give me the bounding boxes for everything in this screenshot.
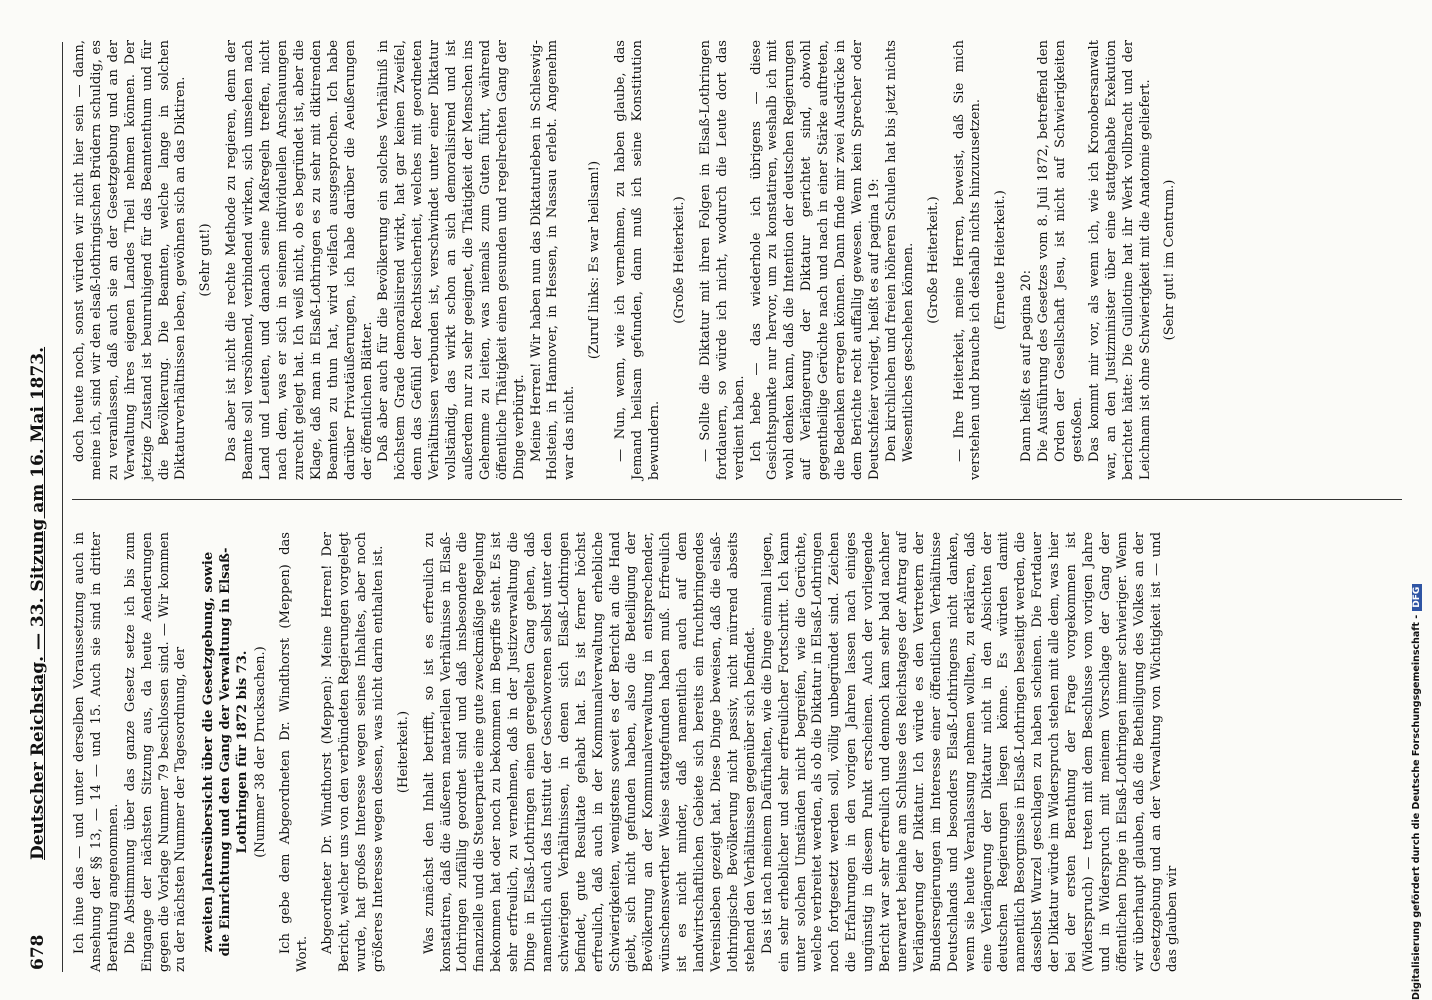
paragraph: Die Abstimmung über das ganze Gesetz setze ich bis zum Eingange der nächsten Sitzung aus, da heute Aenderungen gegen die Vorlage Nummer 79 beschlossen sind. — Wir kommen zu der nächsten Nummer der Tagesordnung, der	[122, 532, 189, 972]
credit-text: Digitalisierung gefördert durch die Deutsche Forschungsgemeinschaft -	[1411, 614, 1422, 1000]
paragraph: Meine Herren! Wir haben nun das Diktaturleben in Schleswig-Holstein, in Hannover, in Hessen, in Nassau erlebt. Angenehm war das nicht.	[528, 40, 578, 480]
paragraph: — Nun, wenn, wie ich vernehmen, zu haben glaube, das Jemand heilsam gefunden, dann muß ich seine Konstitution bewundern.	[613, 40, 662, 480]
paragraph: Das aber ist nicht die rechte Methode zu regieren, denn der Beamte soll versöhnend, verbindend wirken, sich umsehen nach Land und Leuten, und danach seine Maßregeln treffen, nicht nach dem, was er sich in seinem individuellen Anschauungen zurecht gelegt hat. Ich weiß nicht, ob es begründet ist, aber die Klage, daß man in Elsaß-Lothringen es zu sehr mit diktirenden Beamten zu thun hat, wird vielfach ausgesprochen. Ich habe darüber Privatäußerungen, ich habe darüber die Aeußerungen der öffentlichen Blätter.	[224, 40, 375, 480]
agenda-subheading: (Nummer 38 der Drucksachen.)	[253, 646, 269, 858]
paragraph: — Sollte die Diktatur mit ihren Folgen in Elsaß-Lothringen fortdauern, so würde ich nicht, wodurch die Leute dort das verdient haben.	[697, 40, 747, 480]
dfg-logo: DFG	[1412, 584, 1422, 611]
interjection: (Sehr gut! im Centrum.)	[1162, 179, 1178, 341]
paragraph: doch heute noch, sonst würden wir nicht hier sein — dann, meine ich, sind wir den elsaß-lothringischen Brüdern schuldig, es zu veranlassen, daß auch sie an der Gesetzgebung und an der Verwaltung ihres eigenen Landes Theil nehmen können. Der jetzige Zustand ist beunruhigend für das Beamtenthum und für die Bevölkerung. Die Beamten, welche lange in solchen Diktaturverhältnissen leben, gewöhnen sich an das Diktiren.	[72, 40, 189, 480]
paragraph: Das ist nach meinem Dafürhalten, wie die Dinge einmal liegen, ein sehr erheblicher und sehr erfreulicher Fortschritt. Ich kann unter solchen Umständen nicht begreifen, wie die Gerüchte, welche verbreitet werden, als ob die Diktatur in Elsaß-Lothringen noch fortgesetzt werden soll, völlig unbegründet sind. Zeichen die Erfahrungen in den vorigen Jahren lassen nach einiges ungünstig in diesem Punkt erscheinen. Auch der vorliegende Bericht war sehr erfreulich und dennoch kam sehr bald nachher unerwartet beinahe am Schlusse des Reichstages der Antrag auf Verlängerung der Diktatur. Ich würde es den Vertretern der Bundesregierungen im Interesse einer öffentlichen Verhältnisse Deutschlands und besonders Elsaß-Lothringens nicht danken, wenn sie heute Veranlassung nehmen wollten, zu erklären, daß eine Verlängerung der Diktatur nicht in den Absichten der deutschen Regierungen liegen könne. Es würden damit namentlich Besorgnisse in Elsaß-Lothringen beseitigt werden, die dasselbst Wurzel geschlagen zu haben scheinen. Die Fortdauer der Diktatur würde im Widerspruch stehen mit alle dem, was hier bei der ersten Berathung der Frage vorgekommen ist (Widerspruch) — treten mit dem Beschlusse vom vorigen Jahre und in Widerspruch mit meinem Vorschlage der Gang der öffentlichen Dinge in Elsaß-Lothringen immer schwieriger. Wenn wir überhaupt glauben, daß die Betheiligung des Volkes an der Gesetzgebung und an der Verwaltung von Wichtigkeit ist — und das glauben wir	[759, 532, 1181, 972]
running-header	[16, 20, 62, 980]
quoted-passage: Die Ausführung des Gesetzes vom 8. Juli 1872, betreffend den Orden der Gesellschaft Jesu, ist nicht auf Schwierigkeiten gestoßen.	[1036, 40, 1085, 462]
paragraph: Abgeordneter Dr. Windthorst (Meppen): Meine Herren! Der Bericht, welcher uns von den verbündeten Regierungen vorgelegt wurde, hat großes Interesse wegen seines Inhaltes, aber noch größeres Interesse wegen dessen, was nicht darin enthalten ist.	[320, 531, 386, 972]
header-title: Deutscher Reichstag. — 33. Sitzung am 16. Mai 1873.	[28, 346, 48, 860]
left-text-column	[72, 532, 1182, 972]
interjection: (Große Heiterkeit.)	[925, 196, 941, 324]
interjection: (Sehr gut!)	[198, 223, 214, 297]
interjection: (Heiterkeit.)	[395, 710, 411, 794]
rotated-document-page	[16, 20, 1416, 980]
right-text-column	[72, 40, 1188, 480]
paragraph: Ich gebe dem Abgeordneten Dr. Windthorst (Meppen) das Wort.	[278, 532, 311, 972]
paragraph: Was zunächst den Inhalt betrifft, so ist es erfreulich zu konstatiren, daß die äußeren materiellen Verhältnisse in Elsaß-Lothringen zufällig geordnet sind und daß insbesondere die finanzielle und die Steuerpartie eine gute zweckmäßige Regelung bekommen hat oder noch zu bekommen im Begriffe steht. Es ist sehr erfreulich, zu vernehmen, daß in der Justizverwaltung die Dinge in Elsaß-Lothringen einen geregelten Gang gehen, daß namentlich auch das Institut der Geschworenen selbst unter den schwierigen Verhältnissen, in denen sich Elsaß-Lothringen befindet, gute Resultate gehabt hat. Es ist ferner höchst erfreulich, daß auch in der Kommunalverwaltung erhebliche Schwierigkeiten, wenigstens soweit es der Bericht an die Hand giebt, sich nicht gefunden haben, also die Beteiligung der Bevölkerung an der Kommunalverwaltung in entsprechender, wünschenswerther Weise stattgefunden haben muß. Erfreulich ist es nicht minder, daß namentlich auch auf dem landwirtschaftlichen Gebiete sich bereits ein fruchtbringendes Vereinsleben gezeigt hat. Diese Dinge beweisen, daß die elsaß-lothringische Bevölkerung nicht passiv, nicht mürrend abseits stehend den Verhältnissen gegenüber sich befindet.	[421, 532, 758, 972]
paragraph: Daß aber auch für die Bevölkerung ein solches Verhältniß in höchstem Grade demoralisirend wirkt, hat gar keinen Zweifel, denn das Gefühl der Rechtssicherheit, welches mit geordneten Verhältnissen verbunden ist, verschwindet unter einer Diktatur vollständig, das wirkt schon an sich demoralisirend und ist außerdem nur zu sehr geeignet, die Thätigkeit der Menschen ins Gehemme zu leiten, was niemals zum Guten führt, während öffentliche Thätigkeit einen gesunden und regelrechten Gang der Dinge verbürgt.	[376, 40, 527, 480]
interjection: (Zuruf links: Es war heilsam!)	[587, 160, 603, 360]
paragraph: Dann heißt es auf pagina 20:	[1019, 270, 1035, 462]
agenda-heading: zweiten Jahresübersicht über die Gesetzgebung, sowie die Einrichtung und den Gang der Verwaltung in Elsaß-Lothringen für 1872 bis 73.	[201, 547, 251, 957]
digitization-credit	[1411, 0, 1425, 1000]
paragraph: Ich ihue das — und unter derselben Voraussetzung auch in Ansehung der §§ 13, — 14 — und 15. Auch sie sind in dritter Berathung angenommen.	[72, 532, 121, 972]
paragraph: — Ihre Heiterkeit, meine Herren, beweist, daß Sie mich verstehen und brauche ich deshalb nichts hinzuzusetzen.	[951, 40, 984, 480]
quoted-passage: Den kirchlichen und freien höheren Schulen hat bis jetzt nichts Wesentliches geschehen können.	[883, 40, 916, 462]
paragraph: Das kommt mir vor, als wenn ich, wie ich Kronobersanwalt war, an den Justizminister über eine stattgehabte Exekution berichtet hätte: Die Guillotine hat ihr Werk vollbracht und der Leichnam ist ohne Schwierigkeit mit die Anatomie geliefert.	[1086, 40, 1153, 480]
interjection: (Große Heiterkeit.)	[671, 196, 687, 324]
column-divider	[72, 499, 1402, 500]
paragraph: Ich hebe — das wiederhole ich übrigens — diese Gesichtspunkte nur hervor, um zu konstatiren, weshalb ich mit wohl denken kann, daß die Intention der deutschen Regierungen auf Verlängerung der Diktatur gerichtet sind, obwohl gegentheilige Gerüchte nach und nach in einer Stärke auftreten, die Bedenken erregen können. Dann finde mir zwei Ausdrücke in dem Berichte recht auffallig gewesen. Wenn kein Sprecher oder Deutschfeier vorliegt, heißt es auf pagina 19:	[748, 40, 882, 480]
header-rule	[62, 42, 63, 972]
page-number: 678	[28, 934, 48, 970]
interjection: (Erneute Heiterkeit.)	[993, 190, 1009, 330]
